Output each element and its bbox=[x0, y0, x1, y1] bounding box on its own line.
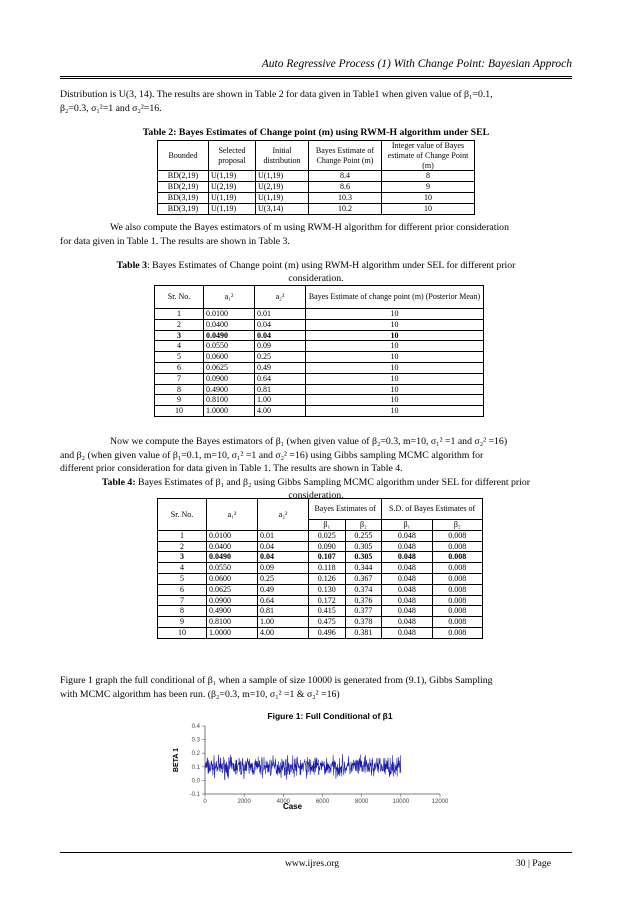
table-cell: 1.0000 bbox=[204, 406, 255, 417]
table-cell: 2 bbox=[155, 319, 204, 330]
table-3-caption bbox=[60, 259, 572, 285]
table-cell: 0.0600 bbox=[207, 573, 258, 584]
table-cell: 4.00 bbox=[255, 406, 306, 417]
table-cell: 0.49 bbox=[258, 584, 309, 595]
table-cell: 0.374 bbox=[345, 584, 382, 595]
table-row bbox=[155, 341, 484, 352]
footer-page-number: 30 | Page bbox=[516, 858, 551, 869]
table-cell: 0.4900 bbox=[204, 384, 255, 395]
table-row bbox=[155, 373, 484, 384]
table-cell: 0.048 bbox=[382, 541, 432, 552]
paragraph-4 bbox=[60, 674, 572, 701]
table-cell: 0.81 bbox=[258, 606, 309, 617]
table-cell: 3 bbox=[155, 330, 204, 341]
table-cell: 10 bbox=[306, 341, 484, 352]
table-cell: 10 bbox=[382, 203, 475, 214]
table-cell: U(3,14) bbox=[256, 203, 309, 214]
table-cell: 10 bbox=[306, 395, 484, 406]
table-cell: 7 bbox=[155, 373, 204, 384]
table-cell: 0.0900 bbox=[207, 595, 258, 606]
table-4-caption-text: Bayes Estimates of β₁ and β₂ using Gibbs Sampling MCMC algorithm under SEL for different prior bbox=[135, 477, 531, 488]
table-cell: 0.25 bbox=[255, 352, 306, 363]
table-cell: 0.048 bbox=[382, 573, 432, 584]
table-cell: 0.09 bbox=[255, 341, 306, 352]
table-3-caption-label: Table 3 bbox=[116, 260, 147, 271]
footer-url: www.ijres.org bbox=[285, 858, 340, 869]
table-cell: U(1,19) bbox=[256, 192, 309, 203]
table-cell: U(1,19) bbox=[256, 171, 309, 182]
table-cell: 10 bbox=[382, 192, 475, 203]
table-cell: 8 bbox=[382, 171, 475, 182]
table-cell: 0.008 bbox=[432, 595, 482, 606]
table-cell: 0.048 bbox=[382, 617, 432, 628]
table-cell: 0.0625 bbox=[207, 584, 258, 595]
table-4-header: Bayes Estimates of bbox=[309, 499, 382, 520]
table-cell: 0.025 bbox=[309, 530, 346, 541]
table-cell: 8.4 bbox=[309, 171, 382, 182]
x-tick-label: 6000 bbox=[315, 799, 330, 805]
table-cell: 0.008 bbox=[432, 573, 482, 584]
table-3-header: Sr. No. bbox=[155, 286, 204, 309]
table-row bbox=[158, 541, 483, 552]
table-4 bbox=[157, 498, 483, 639]
table-cell: 10.3 bbox=[309, 192, 382, 203]
table-cell: 8 bbox=[158, 606, 207, 617]
paragraph-1 bbox=[60, 88, 572, 115]
table-cell: 0.0490 bbox=[207, 552, 258, 563]
x-axis-label: Case bbox=[282, 802, 303, 810]
table-cell: 10 bbox=[306, 330, 484, 341]
table-cell: 10 bbox=[306, 384, 484, 395]
table-cell: 0.04 bbox=[258, 552, 309, 563]
table-cell: 0.008 bbox=[432, 552, 482, 563]
table-cell: 0.172 bbox=[309, 595, 346, 606]
table-cell: 0.0100 bbox=[204, 309, 255, 320]
table-cell: 0.008 bbox=[432, 617, 482, 628]
table-cell: 9 bbox=[155, 395, 204, 406]
table-2-header: Bounded bbox=[158, 141, 209, 171]
table-cell: 0.008 bbox=[432, 530, 482, 541]
table-row bbox=[155, 395, 484, 406]
table-3-caption-text: : Bayes Estimates of Change point (m) using RWM-H algorithm under SEL for different prior bbox=[147, 260, 516, 271]
table-row bbox=[158, 552, 483, 563]
table-cell: 0.048 bbox=[382, 563, 432, 574]
x-tick-label: 2000 bbox=[237, 799, 251, 805]
table-cell: 1 bbox=[158, 530, 207, 541]
table-cell: 0.048 bbox=[382, 595, 432, 606]
table-cell: 4 bbox=[155, 341, 204, 352]
table-cell: 0.118 bbox=[309, 563, 346, 574]
table-cell: 0.64 bbox=[258, 595, 309, 606]
table-cell: 0.008 bbox=[432, 584, 482, 595]
table-cell: 0.008 bbox=[432, 541, 482, 552]
running-header: Auto Regressive Process (1) With Change Point: Bayesian Approch bbox=[261, 58, 572, 70]
table-cell: 10 bbox=[155, 406, 204, 417]
table-cell: 5 bbox=[155, 352, 204, 363]
paragraph-1-line-2: β₂=0.3, σ₁²=1 and σ₂²=16. bbox=[60, 102, 162, 114]
table-2-header: Initial distribution bbox=[256, 141, 309, 171]
table-cell: 0.048 bbox=[382, 584, 432, 595]
table-cell: 0.01 bbox=[255, 309, 306, 320]
table-cell: 0.255 bbox=[345, 530, 382, 541]
table-4-header: a₂² bbox=[258, 499, 309, 531]
table-4-subheader: β₂ bbox=[432, 520, 482, 531]
table-row bbox=[155, 362, 484, 373]
table-cell: 0.0100 bbox=[207, 530, 258, 541]
table-row bbox=[158, 606, 483, 617]
y-tick-label: 0.1 bbox=[191, 764, 200, 771]
table-cell: 3 bbox=[158, 552, 207, 563]
table-cell: U(2,19) bbox=[209, 182, 256, 193]
table-cell: U(2,19) bbox=[256, 182, 309, 193]
table-4-header: S.D. of Bayes Estimates of bbox=[382, 499, 483, 520]
y-tick-label: 0.2 bbox=[191, 751, 200, 758]
paragraph-3-line-3: different prior consideration for data given in Table 1. The results are shown in Table 4. bbox=[60, 463, 403, 474]
y-tick-label: -0.1 bbox=[189, 792, 200, 798]
table-cell: 0.0900 bbox=[204, 373, 255, 384]
beta1-trace bbox=[205, 754, 401, 780]
table-row bbox=[155, 330, 484, 341]
table-cell: 5 bbox=[158, 573, 207, 584]
table-cell: 10.2 bbox=[309, 203, 382, 214]
table-cell: 0.0490 bbox=[204, 330, 255, 341]
table-row bbox=[158, 627, 483, 638]
table-4-header: Sr. No. bbox=[158, 499, 207, 531]
table-cell: 7 bbox=[158, 595, 207, 606]
table-row bbox=[155, 352, 484, 363]
table-cell: 10 bbox=[306, 352, 484, 363]
table-cell: 0.0400 bbox=[204, 319, 255, 330]
table-row bbox=[158, 192, 475, 203]
table-cell: BD(3,19) bbox=[158, 203, 209, 214]
table-cell: 0.048 bbox=[382, 530, 432, 541]
y-tick-label: 0.4 bbox=[191, 724, 200, 730]
table-4-subheader: β₁ bbox=[309, 520, 346, 531]
x-tick-label: 8000 bbox=[354, 799, 369, 805]
table-cell: 0.04 bbox=[258, 541, 309, 552]
table-cell: 0.377 bbox=[345, 606, 382, 617]
table-row bbox=[158, 203, 475, 214]
table-cell: 0.378 bbox=[345, 617, 382, 628]
table-cell: 0.305 bbox=[345, 552, 382, 563]
table-cell: U(1,19) bbox=[209, 192, 256, 203]
table-row bbox=[158, 584, 483, 595]
table-cell: 0.49 bbox=[255, 362, 306, 373]
table-row bbox=[158, 573, 483, 584]
table-2-caption: Table 2: Bayes Estimates of Change point (m) using RWM-H algorithm under SEL bbox=[142, 127, 490, 138]
table-cell: 1.00 bbox=[255, 395, 306, 406]
figure-1-chart bbox=[150, 712, 470, 810]
table-cell: U(1,19) bbox=[209, 203, 256, 214]
paragraph-4-line-2: with MCMC algorithm has been run. (β₂=0.3, m=10, σ₁² =1 & σ₂² =16) bbox=[60, 688, 340, 700]
table-cell: 10 bbox=[306, 406, 484, 417]
table-cell: 0.367 bbox=[345, 573, 382, 584]
table-4-subheader: β₁ bbox=[382, 520, 432, 531]
table-cell: 0.008 bbox=[432, 563, 482, 574]
table-cell: 0.381 bbox=[345, 627, 382, 638]
paragraph-2 bbox=[60, 221, 572, 248]
table-cell: 10 bbox=[158, 627, 207, 638]
table-cell: 9 bbox=[382, 182, 475, 193]
table-cell: 0.4900 bbox=[207, 606, 258, 617]
table-cell: 9 bbox=[158, 617, 207, 628]
x-tick-label: 0 bbox=[203, 799, 207, 805]
table-2 bbox=[157, 140, 475, 215]
table-cell: 10 bbox=[306, 373, 484, 384]
table-cell: 0.64 bbox=[255, 373, 306, 384]
table-cell: 0.01 bbox=[258, 530, 309, 541]
table-cell: BD(2,19) bbox=[158, 171, 209, 182]
table-cell: 0.04 bbox=[255, 319, 306, 330]
table-cell: 0.305 bbox=[345, 541, 382, 552]
table-cell: 1.00 bbox=[258, 617, 309, 628]
x-tick-label: 4000 bbox=[276, 799, 291, 805]
header-rule bbox=[60, 76, 572, 77]
paragraph-2-line-2: for data given in Table 1. The results are shown in Table 3. bbox=[60, 235, 290, 247]
table-3 bbox=[154, 285, 484, 417]
table-cell: 0.126 bbox=[309, 573, 346, 584]
table-4-caption-label: Table 4: bbox=[101, 477, 136, 488]
paragraph-3-line-2: and β₂ (when given value of β₁=0.1, m=10, σ₁² =1 and σ₂² =16) using Gibbs sampling MCMC algorithm for bbox=[60, 449, 484, 461]
table-cell: 0.81 bbox=[255, 384, 306, 395]
table-cell: 4 bbox=[158, 563, 207, 574]
chart-title: Figure 1: Full Conditional of β1 bbox=[267, 712, 393, 721]
table-4-caption-line-2: consideration. bbox=[288, 490, 344, 501]
table-row bbox=[158, 171, 475, 182]
paragraph-3-line-1: Now we compute the Bayes estimators of β₁ (when given value of β₂=0.3, m=10, σ₁² =1 and σ₂² =16) bbox=[110, 436, 508, 447]
paragraph-1-line-1: Distribution is U(3, 14). The results are shown in Table 2 for data given in Table1 when given value of β₁=0.1, bbox=[60, 89, 493, 100]
table-row bbox=[158, 182, 475, 193]
table-cell: 0.048 bbox=[382, 552, 432, 563]
table-3-header: a₂² bbox=[255, 286, 306, 309]
table-cell: 0.130 bbox=[309, 584, 346, 595]
table-row bbox=[158, 595, 483, 606]
header-rule-2 bbox=[60, 78, 572, 79]
table-cell: 0.475 bbox=[309, 617, 346, 628]
table-3-header: a₁² bbox=[204, 286, 255, 309]
table-cell: 0.496 bbox=[309, 627, 346, 638]
y-tick-label: 0.0 bbox=[191, 778, 200, 785]
table-cell: 0.376 bbox=[345, 595, 382, 606]
footer-rule bbox=[60, 852, 572, 853]
table-cell: 6 bbox=[155, 362, 204, 373]
table-cell: 0.107 bbox=[309, 552, 346, 563]
x-tick-label: 12000 bbox=[431, 799, 449, 805]
table-row bbox=[155, 406, 484, 417]
table-cell: 4.00 bbox=[258, 627, 309, 638]
table-cell: 0.008 bbox=[432, 606, 482, 617]
table-cell: 0.048 bbox=[382, 606, 432, 617]
table-cell: 6 bbox=[158, 584, 207, 595]
table-cell: 0.0625 bbox=[204, 362, 255, 373]
x-tick-label: 10000 bbox=[392, 799, 410, 805]
table-cell: 0.344 bbox=[345, 563, 382, 574]
table-cell: 0.415 bbox=[309, 606, 346, 617]
table-cell: 8.6 bbox=[309, 182, 382, 193]
table-cell: U(1,19) bbox=[209, 171, 256, 182]
table-cell: 0.090 bbox=[309, 541, 346, 552]
table-row bbox=[155, 309, 484, 320]
paragraph-3 bbox=[60, 435, 572, 476]
table-cell: 0.8100 bbox=[204, 395, 255, 406]
table-2-header: Selected proposal bbox=[209, 141, 256, 171]
table-cell: 8 bbox=[155, 384, 204, 395]
table-cell: 10 bbox=[306, 319, 484, 330]
table-cell: 2 bbox=[158, 541, 207, 552]
table-2-header: Integer value of Bayes estimate of Change Point (m) bbox=[382, 141, 475, 171]
table-cell: 0.0550 bbox=[207, 563, 258, 574]
table-cell: 0.0400 bbox=[207, 541, 258, 552]
table-cell: 10 bbox=[306, 362, 484, 373]
table-cell: BD(3,19) bbox=[158, 192, 209, 203]
table-2-header: Bayes Estimate of Change Point (m) bbox=[309, 141, 382, 171]
table-3-caption-line-2: consideration. bbox=[288, 273, 344, 284]
table-row bbox=[158, 530, 483, 541]
y-tick-label: 0.3 bbox=[191, 737, 200, 744]
table-cell: 1 bbox=[155, 309, 204, 320]
table-cell: 0.0600 bbox=[204, 352, 255, 363]
table-cell: 0.048 bbox=[382, 627, 432, 638]
table-3-header: Bayes Estimate of change point (m) (Posterior Mean) bbox=[306, 286, 484, 309]
table-row bbox=[158, 617, 483, 628]
paragraph-4-line-1: Figure 1 graph the full conditional of β₁ when a sample of size 10000 is generated from (9.1), Gibbs Sampling bbox=[60, 675, 493, 686]
table-cell: 0.09 bbox=[258, 563, 309, 574]
table-row bbox=[155, 319, 484, 330]
table-cell: 0.25 bbox=[258, 573, 309, 584]
table-cell: 0.8100 bbox=[207, 617, 258, 628]
table-row bbox=[158, 563, 483, 574]
table-cell: 0.04 bbox=[255, 330, 306, 341]
table-cell: BD(2,19) bbox=[158, 182, 209, 193]
paragraph-2-line-1: We also compute the Bayes estimators of m using RWM-H algorithm for different prior consideration bbox=[110, 222, 509, 233]
table-cell: 10 bbox=[306, 309, 484, 320]
y-axis-label: BETA 1 bbox=[173, 747, 180, 773]
table-4-header: a₁² bbox=[207, 499, 258, 531]
table-cell: 0.008 bbox=[432, 627, 482, 638]
table-cell: 0.0550 bbox=[204, 341, 255, 352]
table-4-subheader: β₂ bbox=[345, 520, 382, 531]
table-cell: 1.0000 bbox=[207, 627, 258, 638]
table-row bbox=[155, 384, 484, 395]
